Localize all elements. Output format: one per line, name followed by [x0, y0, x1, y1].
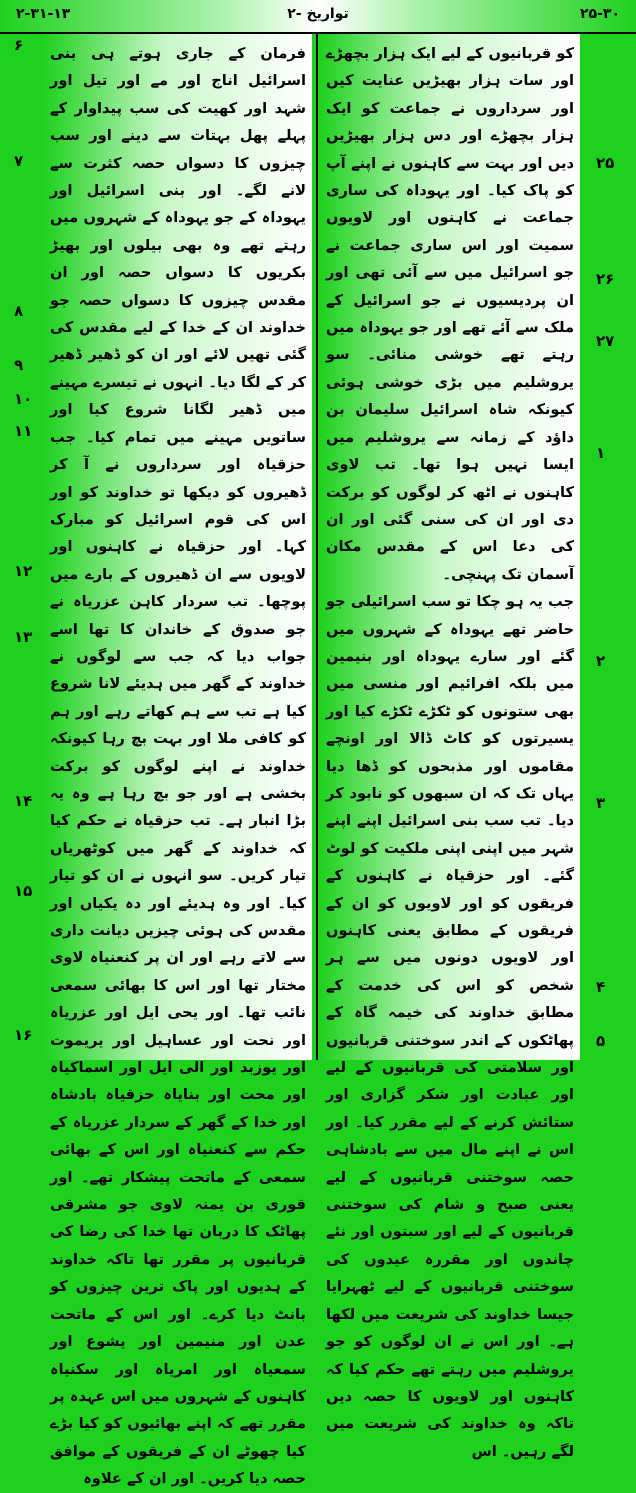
verse-number: ۱۵ [14, 882, 33, 900]
verse-number: ۱۳ [14, 628, 33, 646]
text-body [0, 34, 636, 1488]
verse-number: ۲۷ [596, 332, 615, 350]
verse-number: ۱۱ [14, 422, 33, 440]
verse-number: ۱۴ [14, 792, 33, 810]
verse-number: ۶ [14, 36, 24, 54]
verse-text: جب یہ ہو چکا تو سب اسرائیلی جو حاضر تھے یہوداہ کے شہروں میں گئے اور سارے یہوداہ اور بنیمین میں بلکہ افرائیم اور منسی میں بھی ستونوں کو ٹکڑے ٹکڑے کیا اور یسیرتوں کو کاٹ ڈالا اور اونچے مقاموں اور مذبحوں کو ڈھا دیا یہاں تک کہ ان سبھوں کو نابود کر دیا۔ تب سب بنی اسرائیل اپنے اپنے شہر میں اپنی اپنی ملکیت کو لوٹ گئے۔ [326, 593, 574, 885]
verse-text: اور حزقیاہ نے کاہنوں اور لاویوں سے ان ڈھیروں کے بارے میں پوچھا۔ [50, 538, 306, 611]
verse-text: اور اس نے اپنے مال میں سے بادشاہی حصہ سوختنی قربانیوں کے لیے یعنی صبح و شام کی سوختنی قربانیوں کے لیے اور سبتوں اور نئے چاندوں اور مقررہ عیدوں کی سوختنی قربانیوں کے لیے ٹھہرایا جیسا خداوند کی شریعت میں لکھا ہے۔ [326, 1113, 574, 1351]
verse-text: اور وہ ہدیئے اور دہ یکیاں اور مقدس کی ہوئی چیزیں دیانت داری سے لاتے رہے اور ان پر کنعنیاہ لاوی مختار تھا اور اس کا بھائی سمعی نائب تھا۔ [50, 894, 306, 1022]
verse-text: اور اس کے ماتحت عدن اور منیمین اور یشوع اور سمعیاہ اور امریاہ اور سکنیاہ کاہنوں کے شہروں میں اس عہدہ پر مقرر تھے کہ اپنے بھائیوں کو کیا بڑے کیا چھوٹے ان کے فریقوں کے موافق حصہ دیا کریں۔ [50, 1305, 306, 1488]
verse-text: اس [471, 1442, 497, 1460]
column-divider [316, 34, 318, 1060]
verse-text: اور اس نے ان لوگوں کو جو یروشلیم میں رہتے تھے حکم کیا کہ کاہنوں اور لاویوں کا حصہ دیں تاکہ وہ خداوند کی شریعت میں لگے رہیں۔ [326, 1333, 574, 1460]
verse-text: تب لاوی کاہنوں نے اٹھ کر لوگوں کو برکت دی اور ان کی سنی گئی اور ان کی دعا اس کے مقدس مکان آسمان تک پہنچی۔ [326, 456, 574, 583]
verse-number: ۱۰ [14, 390, 33, 408]
verse-text: سو یروشلیم میں بڑی خوشی ہوئی کیونکہ شاہ اسرائیل سلیمان بن داؤد کے زمانہ سے یروشلیم میں ایسا نہیں ہوا تھا۔ [326, 346, 574, 474]
header-book-title: ۲- تواریخ [287, 6, 349, 22]
verse-number: ۲۶ [596, 270, 615, 288]
verse-number: ۵ [596, 1032, 606, 1050]
verse-text: فرمان کے جاری ہوتے ہی بنی اسرائیل اناج اور مے اور تیل اور شہد اور کھیت کی سب پیداوار کے پہلے پھل بہتات سے دینے اور سب چیزوں کا دسواں حصہ کثرت سے لانے لگے۔ [50, 45, 306, 200]
verse-number: ۲۵ [596, 154, 615, 172]
verse-number: ۷ [14, 152, 24, 170]
page-header [0, 0, 636, 34]
verse-text: اور قوری بن یمنہ لاوی جو مشرقی پھاٹک کا دربان تھا خدا کی رضا کی قربانیوں پر مقرر تھا تاکہ خداوند کے ہدیوں اور پاک ترین چیزوں کو بانٹ دیا کرے۔ [50, 1168, 307, 1323]
verse-text: کو قربانیوں کے لیے ایک ہزار بچھڑے اور سات ہزار بھیڑیں عنایت کیں اور سرداروں نے جماعت کو ایک ہزار بچھڑے اور دس ہزار بھیڑیں دیں اور بہت سے کاہنوں نے اپنے آپ کو پاک کیا۔ [326, 45, 574, 200]
verse-text: اور بنی اسرائیل اور یہوداہ کے جو یہوداہ کے شہروں میں رہتے تھے وہ بھی بیلوں اور بھیڑ بکریوں کا دسواں حصہ اور ان مقدس چیزوں کا دسواں حصہ جو خداوند ان کے خدا کے لیے مقدس کی گئی تھیں لائے اور ان کو ڈھیر ڈھیر کر کے لگا دیا۔ [50, 182, 306, 391]
verse-number: ۸ [14, 302, 24, 320]
left-margin-verse-numbers [0, 34, 44, 1060]
verse-number: ۲ [596, 652, 606, 670]
verse-text: اور یحی ایل اور عزریاہ اور نحت اور عساہیل اور یریموت اور یوزبد اور الی ایل اور اسماکیاہ اور محت اور بنایاہ حزقیاہ بادشاہ اور خدا کے گھر کے سردار عزریاہ کے حکم سے کنعنیاہ اور اس کے بھائی سمعی کے ماتحت پیشکار تھے۔ [50, 1004, 306, 1186]
right-margin-verse-numbers [582, 34, 636, 1060]
verse-text: اور ان کے علاوہ [83, 1470, 195, 1488]
right-text-column [320, 34, 580, 1460]
verse-number: ۹ [14, 356, 24, 374]
header-verse-range-left: ۲-۳۱-۱۳ [16, 6, 71, 22]
left-text-column [44, 34, 312, 1488]
verse-text: جب حزقیاہ اور سرداروں نے آ کر ڈھیروں کو دیکھا تو خداوند کو اور اس کی قوم اسرائیل کو مبارک کہا۔ [50, 428, 306, 556]
header-verse-range-right: ۲۵-۳۰ [580, 6, 620, 22]
verse-number: ۴ [596, 978, 606, 996]
verse-text: اور حزقیاہ نے کاہنوں کے فریقوں کو اور لاویوں کو ان کے فریقوں کے مطابق یعنی کاہنوں اور لاویوں دونوں میں سے ہر شخص کو اس کی خدمت کے مطابق خداوند کی خیمہ گاہ کے پھاٹکوں کے اندر سوختنی قربانیوں اور سلامتی کی قربانیوں کے لیے اور عبادت اور شکر گزاری اور ستائش کرنے کے لیے مقرر کیا۔ [326, 867, 574, 1131]
verse-number: ۳ [596, 794, 606, 812]
verse-text: تب حزقیاہ نے حکم کیا کہ خداوند کے گھر میں کوٹھریاں تیار کریں۔ سو انہوں نے ان کو تیار کیا۔ [50, 812, 307, 912]
verse-text: انہوں نے تیسرے مہینے میں ڈھیر لگانا شروع کیا اور ساتویں مہینے میں تمام کیا۔ [50, 373, 306, 446]
verse-number: ۱۶ [14, 1026, 33, 1044]
verse-text: اور یہوداہ کی ساری جماعت نے کاہنوں اور لاویوں سمیت اور اس ساری جماعت نے جو اسرائیل میں سے آئی تھی اور ان پردیسیوں نے جو اسرائیل کے ملک سے آئے تھے اور جو یہوداہ میں رہتے تھے خوشی منائی۔ [326, 182, 574, 364]
verse-number: ۱۲ [14, 562, 33, 580]
verse-text: تب سردار کاہن عزریاہ نے جو صدوق کے خاندان کا تھا اسے جواب دیا کہ جب سے لوگوں نے خداوند کے گھر میں ہدیئے لانا شروع کیا ہے تب سے ہم کھاتے رہے اور ہم کو کافی ملا اور بہت بچ رہا کیونکہ خداوند نے اپنے لوگوں کو برکت بخشی ہے اور جو بچ رہا ہے وہ یہ بڑا انبار ہے۔ [50, 593, 307, 830]
verse-number: ۱ [596, 444, 606, 462]
